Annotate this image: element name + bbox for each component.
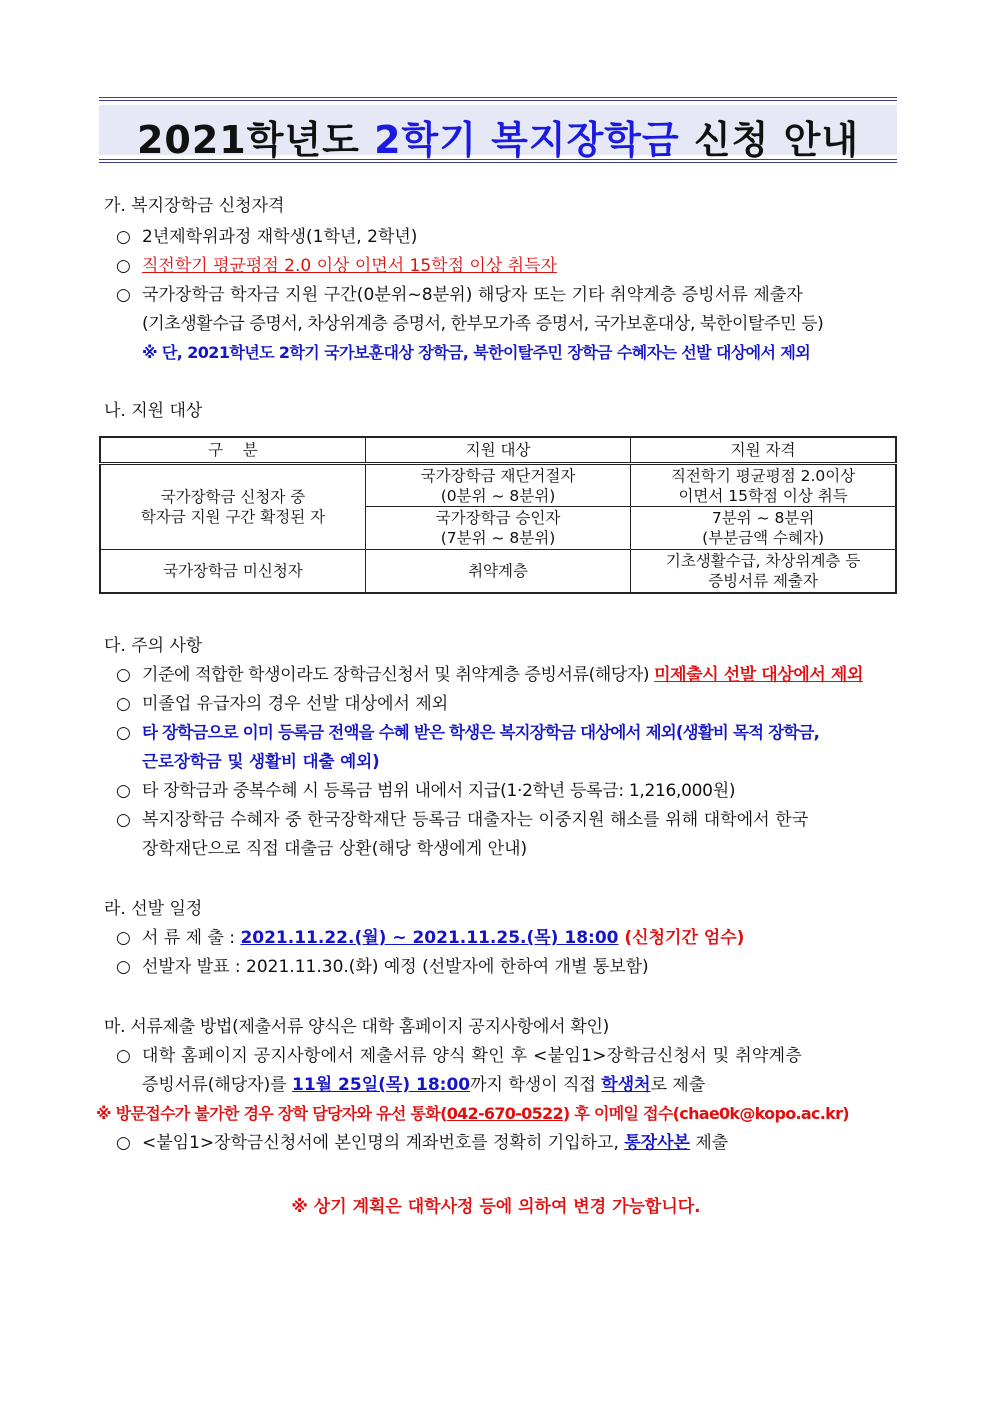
qualification-cell bbox=[631, 464, 896, 507]
sec-c-item1-text: 기준에 적합한 학생이라도 장학금신청서 및 취약계층 증빙서류(해당자) bbox=[142, 665, 655, 685]
group-line2: 학자금 지원 구간 확정된 자 bbox=[140, 508, 326, 526]
group-line1: 국가장학금 신청자 중 bbox=[160, 488, 306, 506]
qual-line1: 직전학기 평균평점 2.0이상 bbox=[670, 466, 856, 485]
header-qualification: 지원 자격 bbox=[631, 437, 896, 464]
group-cell: 국가장학금 미신청자 bbox=[100, 550, 365, 593]
support-table bbox=[99, 436, 897, 594]
table-header-row bbox=[100, 437, 896, 464]
sec-d-item2: 선발자 발표 : 2021.11.30.(화) 예정 (선발자에 한하여 개별 통보함) bbox=[142, 957, 649, 977]
sec-c-item5-line2: 장학재단으로 직접 대출금 상환(해당 학생에게 안내) bbox=[142, 839, 528, 859]
title-suffix: 신청 안내 bbox=[679, 118, 860, 162]
sec-c-item3-line1: 타 장학금으로 이미 등록금 전액을 수혜 받은 학생은 복지장학금 대상에서 제외(생활비 목적 장학금, bbox=[142, 723, 820, 742]
target-cell bbox=[365, 507, 630, 550]
page-title bbox=[99, 109, 897, 164]
sec-c-item1-emphasis: 미제출시 선발 대상에서 제외 bbox=[654, 665, 863, 685]
target-cell bbox=[365, 464, 630, 507]
bullet-icon: ○ bbox=[116, 810, 131, 830]
sec-a-note: ※ 단, 2021학년도 2학기 국가보훈대상 장학금, 북한이탈주민 장학금 수혜자는 선발 대상에서 제외 bbox=[142, 343, 811, 362]
section-b-heading: 나. 지원 대상 bbox=[104, 401, 203, 421]
sec-e-item2 bbox=[142, 1132, 728, 1154]
bullet-icon: ○ bbox=[116, 1046, 131, 1066]
bullet-icon: ○ bbox=[116, 957, 131, 977]
sec-a-item3-line1: 국가장학금 학자금 지원 구간(0분위~8분위) 해당자 또는 기타 취약계층 증빙서류 제출자 bbox=[142, 285, 803, 305]
title-box bbox=[99, 97, 897, 163]
office-text: 학생처 bbox=[601, 1075, 651, 1095]
sec-c-item5-line1: 복지장학금 수혜자 중 한국장학재단 등록금 대출자는 이중지원 해소를 위해 대학에서 한국 bbox=[142, 810, 809, 830]
phone-number: 042-670-0522 bbox=[446, 1104, 563, 1123]
submission-label: 서 류 제 출 : bbox=[142, 928, 241, 948]
sec-c-item3-line2: 근로장학금 및 생활비 대출 예외) bbox=[142, 752, 380, 771]
title-prefix: 2021학년도 bbox=[136, 118, 375, 162]
qualification-cell bbox=[631, 507, 896, 550]
bullet-icon: ○ bbox=[116, 1133, 131, 1153]
section-d-heading: 라. 선발 일정 bbox=[104, 899, 203, 919]
sec-e-text-c: 까지 학생이 직접 bbox=[470, 1075, 602, 1095]
section-e-heading: 마. 서류제출 방법(제출서류 양식은 대학 홈페이지 공지사항에서 확인) bbox=[104, 1017, 609, 1037]
qualification-cell bbox=[631, 550, 896, 593]
qual-line1: 기초생활수급, 차상위계층 등 bbox=[665, 551, 861, 570]
note-text-a: ※ 방문접수가 불가한 경우 장학 담당자와 유선 통화( bbox=[96, 1104, 447, 1123]
bullet-icon: ○ bbox=[116, 694, 131, 714]
sec-e-item2-text: <붙임1>장학금신청서에 본인명의 계좌번호를 정확히 기입하고, bbox=[142, 1133, 625, 1153]
sec-e-note bbox=[96, 1103, 849, 1125]
target-line1: 국가장학금 승인자 bbox=[435, 509, 561, 527]
sec-c-item4: 타 장학금과 중복수혜 시 등록금 범위 내에서 지급(1·2학년 등록금: 1,216,000원) bbox=[142, 781, 736, 801]
header-target: 지원 대상 bbox=[365, 437, 630, 464]
target-line1: 국가장학금 재단거절자 bbox=[420, 466, 576, 485]
change-notice: ※ 상기 계획은 대학사정 등에 의하여 변경 가능합니다. bbox=[291, 1197, 701, 1217]
bankbook-text: 통장사본 bbox=[624, 1133, 690, 1153]
header-category: 구 분 bbox=[100, 437, 365, 464]
deadline-text: 11월 25일(목) 18:00 bbox=[292, 1075, 471, 1095]
qual-line2: (부분금액 수혜자) bbox=[702, 529, 824, 547]
sec-e-item1-line2 bbox=[142, 1074, 705, 1096]
title-highlight: 2학기 복지장학금 bbox=[374, 118, 680, 162]
sec-a-item3-line2: (기초생활수급 증명서, 차상위계층 증명서, 한부모가족 증명서, 국가보훈대상, 북한이탈주민 등) bbox=[142, 314, 824, 334]
qual-line1: 7분위 ~ 8분위 bbox=[711, 509, 815, 527]
sec-e-text-e: 로 제출 bbox=[650, 1075, 706, 1095]
qual-line2: 이면서 15학점 이상 취득 bbox=[678, 486, 848, 505]
table-row bbox=[100, 464, 896, 507]
sec-a-item1: 2년제학위과정 재학생(1학년, 2학년) bbox=[142, 227, 418, 247]
sec-e-text-a: 증빙서류(해당자)를 bbox=[142, 1075, 293, 1095]
sec-e-item1-line1: 대학 홈페이지 공지사항에서 제출서류 양식 확인 후 <붙임1>장학금신청서 및 취약계층 bbox=[142, 1046, 803, 1066]
target-line2: (7분위 ~ 8분위) bbox=[440, 529, 556, 547]
table-row bbox=[100, 550, 896, 593]
qual-line2: 증빙서류 제출자 bbox=[708, 571, 818, 590]
sec-a-item2: 직전학기 평균평점 2.0 이상 이면서 15학점 이상 취득자 bbox=[142, 256, 557, 276]
bullet-icon: ○ bbox=[116, 928, 131, 948]
submission-note: (신청기간 엄수) bbox=[618, 928, 745, 948]
bullet-icon: ○ bbox=[116, 227, 131, 247]
note-text-b: ) 후 이메일 접수(chae0k@kopo.ac.kr) bbox=[562, 1104, 849, 1123]
group-cell bbox=[100, 464, 365, 550]
bullet-icon: ○ bbox=[116, 285, 131, 305]
section-a-heading: 가. 복지장학금 신청자격 bbox=[104, 196, 285, 216]
target-cell: 취약계층 bbox=[365, 550, 630, 593]
sec-d-item1 bbox=[142, 927, 744, 949]
bullet-icon: ○ bbox=[116, 781, 131, 801]
bullet-icon: ○ bbox=[116, 256, 131, 276]
bullet-icon: ○ bbox=[116, 723, 131, 743]
target-line2: (0분위 ~ 8분위) bbox=[440, 486, 556, 505]
submission-period: 2021.11.22.(월) ~ 2021.11.25.(목) 18:00 bbox=[240, 928, 619, 948]
bullet-icon: ○ bbox=[116, 665, 131, 685]
sec-c-item1 bbox=[142, 664, 863, 686]
sec-c-item2: 미졸업 유급자의 경우 선발 대상에서 제외 bbox=[142, 694, 449, 714]
sec-e-item2-end: 제출 bbox=[689, 1133, 729, 1153]
section-c-heading: 다. 주의 사항 bbox=[104, 636, 203, 656]
